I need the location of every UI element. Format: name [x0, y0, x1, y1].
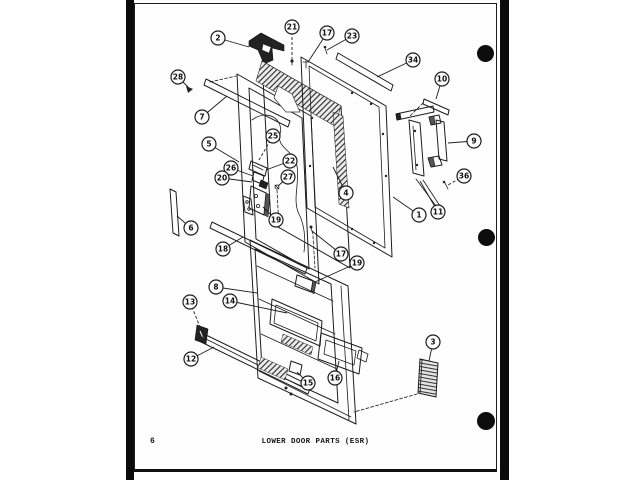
svg-text:26: 26: [225, 163, 237, 173]
callout-3: [426, 335, 440, 361]
svg-text:36: 36: [458, 171, 470, 181]
callout-17: [308, 26, 334, 62]
hinge-bracket-assembly: [396, 99, 449, 206]
svg-text:21: 21: [286, 22, 298, 32]
callout-19: [263, 207, 283, 227]
callout-22: [266, 154, 297, 170]
svg-text:3: 3: [430, 337, 436, 347]
svg-text:20: 20: [216, 173, 228, 183]
svg-text:1: 1: [416, 210, 422, 220]
svg-text:7: 7: [199, 112, 205, 122]
screw-21: [290, 58, 293, 65]
binder-hole: [478, 229, 495, 246]
callout-12: [184, 347, 214, 366]
callout-10: [435, 72, 449, 99]
lower-door-assembly-art: [195, 222, 438, 424]
callout-7: [195, 96, 227, 124]
svg-text:17: 17: [335, 249, 347, 259]
callout-34: [377, 53, 420, 77]
svg-text:22: 22: [284, 156, 296, 166]
svg-text:19: 19: [351, 258, 363, 268]
svg-text:19: 19: [270, 215, 282, 225]
svg-text:25: 25: [267, 131, 279, 141]
callout-9: [448, 134, 481, 148]
svg-text:10: 10: [436, 74, 448, 84]
svg-text:9: 9: [471, 136, 477, 146]
callout-14: [223, 294, 287, 313]
svg-text:18: 18: [217, 244, 229, 254]
callout-13: [183, 295, 200, 327]
callout-28: [171, 70, 188, 87]
svg-text:11: 11: [432, 207, 444, 217]
pin-23: [324, 46, 327, 54]
svg-text:27: 27: [282, 172, 294, 182]
callout-25: [259, 129, 280, 160]
svg-text:17: 17: [321, 28, 333, 38]
callout-6: [177, 216, 198, 235]
svg-text:6: 6: [188, 223, 194, 233]
binder-hole: [477, 412, 495, 430]
svg-text:12: 12: [185, 354, 197, 364]
screw-28: [186, 86, 193, 93]
callout-36: [448, 169, 471, 185]
svg-text:16: 16: [329, 373, 341, 383]
callout-18: [216, 237, 243, 256]
page-number: 6: [150, 437, 155, 446]
callout-21: [285, 20, 299, 58]
diagram-caption: LOWER DOOR PARTS (ESR): [261, 438, 370, 446]
svg-text:15: 15: [302, 378, 314, 388]
callout-5: [202, 137, 239, 162]
svg-text:5: 5: [206, 139, 212, 149]
callout-8: [209, 280, 257, 294]
svg-text:4: 4: [343, 188, 349, 198]
svg-text:8: 8: [213, 282, 219, 292]
svg-text:13: 13: [184, 297, 196, 307]
callout-1: [393, 197, 426, 222]
upper-door-assembly-art: [170, 33, 449, 284]
binder-hole: [477, 45, 494, 62]
callout-16: [328, 361, 342, 385]
svg-text:28: 28: [172, 72, 184, 82]
callout-2: [211, 31, 249, 47]
svg-text:2: 2: [215, 33, 221, 43]
svg-text:23: 23: [346, 31, 358, 41]
svg-text:34: 34: [407, 55, 419, 65]
svg-text:14: 14: [224, 296, 236, 306]
callout-27: [278, 170, 295, 186]
